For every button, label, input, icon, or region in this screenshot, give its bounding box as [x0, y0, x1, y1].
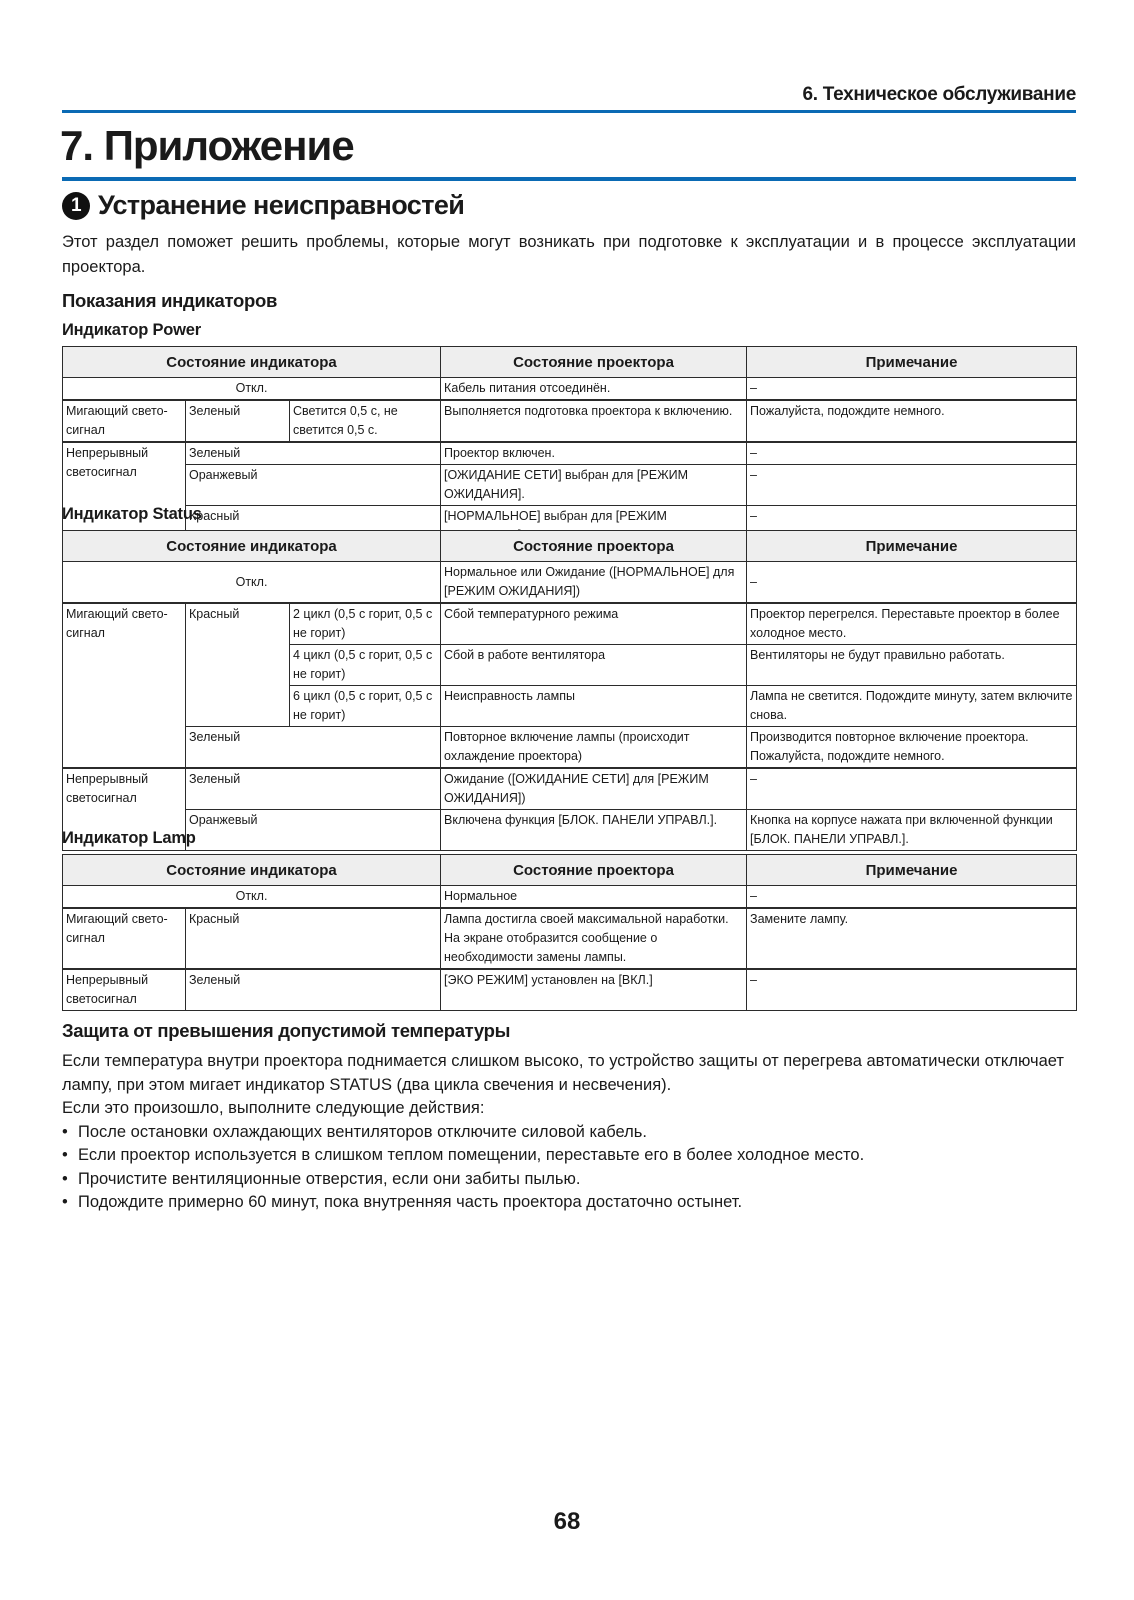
running-header: 6. Техническое обслуживание	[802, 84, 1076, 105]
table-row: Красный [НОРМАЛЬНОЕ] выбран для [РЕЖИМ –	[63, 506, 1077, 547]
table-row: 6 цикл (0,5 с горит, 0,5 с не горит) Неисправность лампы Лампа не светится. Подождите минуту, затем включите снова.	[63, 686, 1077, 727]
table-row: Мигающий свето-сигнал Красный 2 цикл (0,5 с горит, 0,5 с не горит) Сбой температурного режима Проектор перегрелся. Переставьте проектор в более холодное место.	[63, 603, 1077, 645]
number-circle-icon: 1	[62, 192, 90, 220]
intro-paragraph: Этот раздел поможет решить проблемы, которые могут возникать при подготовке к эксплуатации и в процессе эксплуатации проектора.	[62, 233, 1076, 276]
header-projector-state: Состояние проектора	[441, 347, 747, 378]
header-note: Примечание	[747, 347, 1077, 378]
chapter-rule	[62, 177, 1076, 181]
lamp-indicator-table	[62, 854, 1077, 1011]
overheat-paragraph: Если температура внутри проектора поднимается слишком высоко, то устройство защиты от перегрева автоматически отключает лампу, при этом мигает индикатор STATUS (два цикла свечения и несвечения).	[62, 1052, 1064, 1094]
page-number: 68	[553, 1508, 581, 1535]
header-rule	[62, 110, 1076, 113]
overheat-paragraph: Если это произошло, выполните следующие действия:	[62, 1099, 485, 1117]
table-row: Откл. Нормальное или Ожидание ([НОРМАЛЬНОЕ] для [РЕЖИМ ОЖИДАНИЯ]) –	[63, 562, 1077, 604]
table-row: Мигающий свето-сигнал Зеленый Светится 0,5 с, не светится 0,5 с. Выполняется подготовка проектора к включению. Пожалуйста, подождите немного.	[63, 400, 1077, 442]
table-row: Непрерывный светосигнал Зеленый [ЭКО РЕЖИМ] установлен на [ВКЛ.] –	[63, 969, 1077, 1011]
power-indicator-title: Индикатор Power	[62, 321, 201, 339]
table-header-row	[63, 855, 1077, 886]
overheat-heading: Защита от превышения допустимой температуры	[62, 1020, 511, 1041]
bullet-icon: •	[62, 1122, 68, 1141]
lamp-indicator-title: Индикатор Lamp	[62, 829, 196, 847]
header-indicator-state: Состояние индикатора	[63, 855, 441, 886]
header-projector-state: Состояние проектора	[441, 855, 747, 886]
header-indicator-state: Состояние индикатора	[63, 531, 441, 562]
status-indicator-title: Индикатор Status	[62, 505, 202, 523]
list-item: • Прочистите вентиляционные отверстия, если они забиты пылью.	[62, 1168, 1076, 1192]
power-indicator-table	[62, 346, 1077, 547]
header-note: Примечание	[747, 855, 1077, 886]
list-item: • После остановки охлаждающих вентиляторов отключите силовой кабель.	[62, 1121, 1076, 1145]
header-note: Примечание	[747, 531, 1077, 562]
section-title	[62, 190, 464, 221]
chapter-title: 7. Приложение	[60, 122, 354, 169]
section-title-text: Устранение неисправностей	[98, 190, 465, 220]
table-row: Откл. Нормальное –	[63, 886, 1077, 909]
table-row: Оранжевый [ОЖИДАНИЕ СЕТИ] выбран для [РЕЖИМ ОЖИДАНИЯ]. –	[63, 465, 1077, 506]
bullet-icon: •	[62, 1169, 68, 1188]
overheat-action-list	[62, 1121, 1076, 1215]
list-item: • Подождите примерно 60 минут, пока внутренняя часть проектора достаточно остынет.	[62, 1191, 1076, 1215]
table-header-row	[63, 347, 1077, 378]
list-item: • Если проектор используется в слишком теплом помещении, переставьте его в более холодное место.	[62, 1144, 1076, 1168]
table-row: Мигающий свето-сигнал Красный Лампа достигла своей максимальной наработки. На экране отобразится сообщение о необходимости замены лампы. Замените лампу.	[63, 908, 1077, 969]
indicators-heading: Показания индикаторов	[62, 290, 278, 311]
table-row: Непрерывный светосигнал Зеленый Ожидание ([ОЖИДАНИЕ СЕТИ] для [РЕЖИМ ОЖИДАНИЯ]) –	[63, 768, 1077, 810]
table-row: Откл. Кабель питания отсоединён. –	[63, 378, 1077, 401]
bullet-icon: •	[62, 1193, 68, 1211]
table-row: Оранжевый Включена функция [БЛОК. ПАНЕЛИ УПРАВЛ.]. Кнопка на корпусе нажата при включенной функции [БЛОК. ПАНЕЛИ УПРАВЛ.].	[63, 810, 1077, 851]
status-indicator-table	[62, 530, 1077, 851]
table-row: Непрерывный светосигнал Зеленый Проектор включен. –	[63, 442, 1077, 465]
table-header-row	[63, 531, 1077, 562]
overheat-body	[62, 1050, 1076, 1215]
table-row: Зеленый Повторное включение лампы (происходит охлаждение проектора) Производится повторное включение проектора. Пожалуйста, подождите немного.	[63, 727, 1077, 769]
table-row: 4 цикл (0,5 с горит, 0,5 с не горит) Сбой в работе вентилятора Вентиляторы не будут правильно работать.	[63, 645, 1077, 686]
header-indicator-state: Состояние индикатора	[63, 347, 441, 378]
header-projector-state: Состояние проектора	[441, 531, 747, 562]
bullet-icon: •	[62, 1146, 68, 1164]
